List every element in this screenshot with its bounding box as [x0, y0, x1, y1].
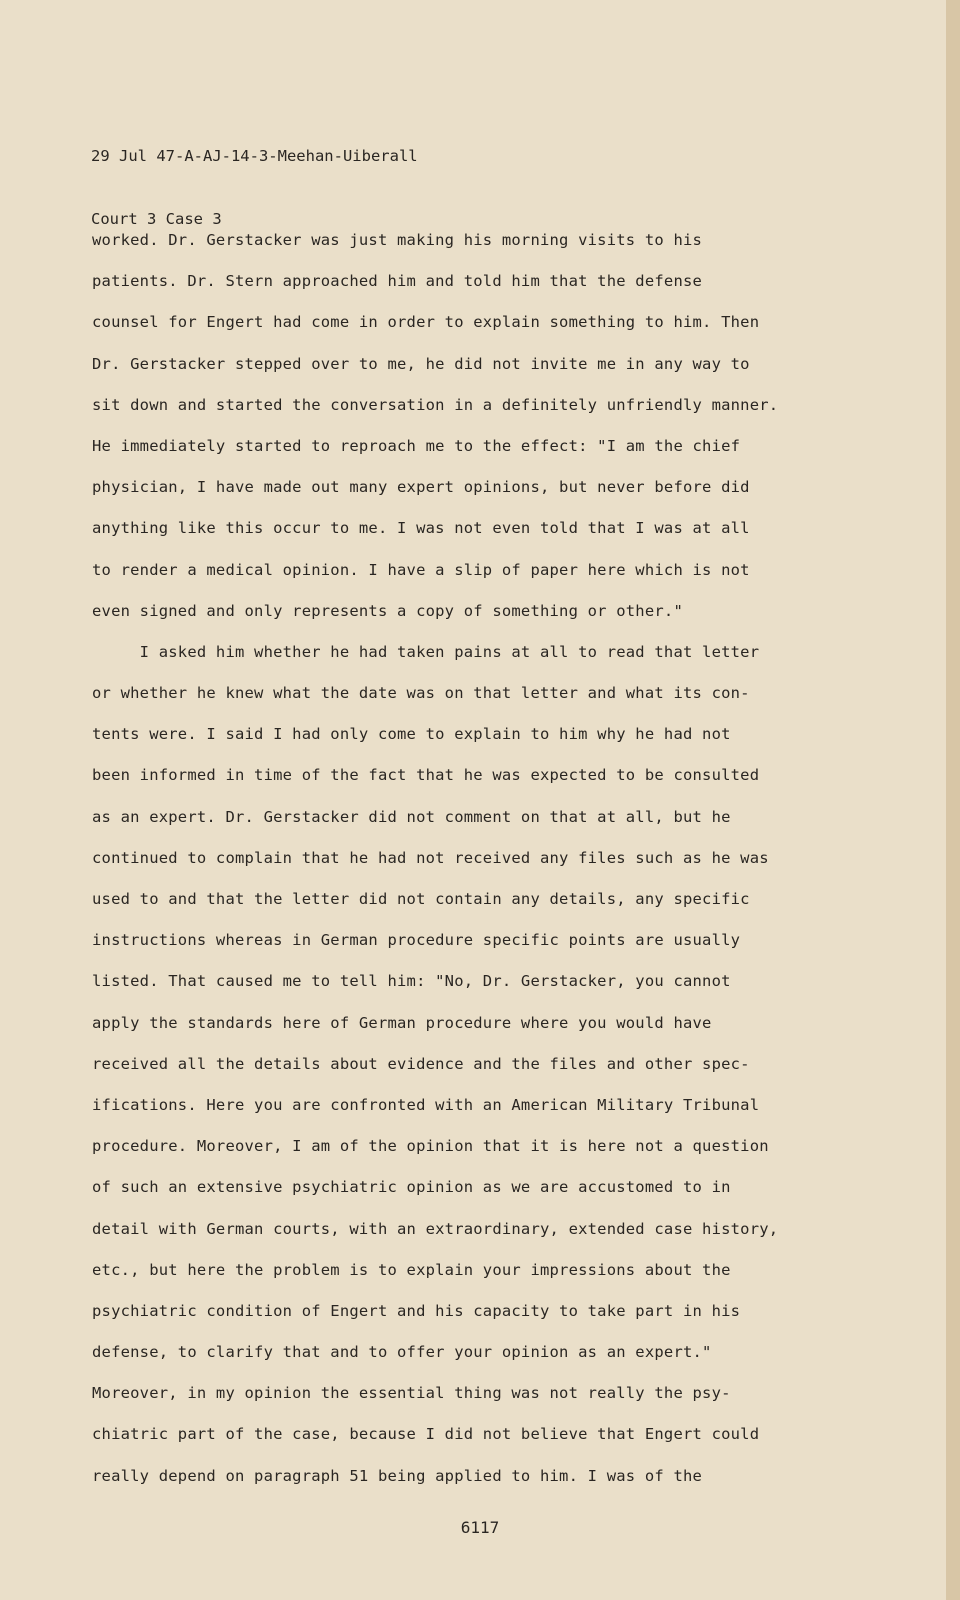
- page-edge-strip: [946, 0, 960, 1600]
- transcript-body: [92, 220, 852, 1497]
- text-line: been informed in time of the fact that he was expected to be consulted: [92, 766, 760, 785]
- text-line: apply the standards here of German procedure where you would have: [92, 1013, 712, 1032]
- text-line: used to and that the letter did not contain any details, any specific: [92, 890, 750, 908]
- text-line: as an expert. Dr. Gerstacker did not comment on that at all, but he: [92, 807, 731, 826]
- text-line: listed. That caused me to tell him: "No, Dr. Gerstacker, you cannot: [92, 972, 731, 991]
- text-line: or whether he knew what the date was on that letter and what its con-: [92, 684, 750, 703]
- text-line: instructions whereas in German procedure specific points are usually: [92, 931, 741, 950]
- text-line: procedure. Moreover, I am of the opinion that it is here not a question: [92, 1137, 769, 1156]
- text-line: I asked him whether he had taken pains at all to read that letter: [92, 642, 760, 661]
- text-line: defense, to clarify that and to offer your opinion as an expert.": [92, 1343, 712, 1362]
- header-court-line: Court 3 Case 3: [91, 210, 222, 228]
- header-reference-line: 29 Jul 47-A-AJ-14-3-Meehan-Uiberall: [91, 147, 418, 165]
- text-line: even signed and only represents a copy of something or other.": [92, 601, 683, 620]
- text-line: to render a medical opinion. I have a slip of paper here which is not: [92, 560, 750, 579]
- text-line: physician, I have made out many expert opinions, but never before did: [92, 478, 750, 497]
- text-line: Moreover, in my opinion the essential thing was not really the psy-: [92, 1384, 731, 1403]
- text-line: received all the details about evidence and the files and other spec-: [92, 1054, 750, 1073]
- text-line: etc., but here the problem is to explain your impressions about the: [92, 1260, 731, 1279]
- text-line: Dr. Gerstacker stepped over to me, he did not invite me in any way to: [92, 354, 750, 373]
- text-line: continued to complain that he had not received any files such as he was: [92, 848, 769, 867]
- text-line: He immediately started to reproach me to the effect: "I am the chief: [92, 436, 741, 455]
- text-line: worked. Dr. Gerstacker was just making his morning visits to his: [92, 231, 703, 249]
- text-line: chiatric part of the case, because I did not believe that Engert could: [92, 1425, 760, 1444]
- text-line: detail with German courts, with an extraordinary, extended case history,: [92, 1219, 779, 1238]
- text-line: sit down and started the conversation in a definitely unfriendly manner.: [92, 395, 779, 414]
- text-line: of such an extensive psychiatric opinion as we are accustomed to in: [92, 1178, 731, 1197]
- text-line: patients. Dr. Stern approached him and told him that the defense: [92, 272, 703, 291]
- text-line: ifications. Here you are confronted with an American Military Tribunal: [92, 1095, 760, 1114]
- text-line: counsel for Engert had come in order to explain something to him. Then: [92, 313, 760, 332]
- page-number: 6117: [460, 1518, 500, 1537]
- text-line: psychiatric condition of Engert and his capacity to take part in his: [92, 1301, 741, 1320]
- text-line: really depend on paragraph 51 being applied to him. I was of the: [92, 1466, 703, 1485]
- text-line: tents were. I said I had only come to explain to him why he had not: [92, 725, 731, 744]
- text-line: anything like this occur to me. I was not even told that I was at all: [92, 519, 750, 538]
